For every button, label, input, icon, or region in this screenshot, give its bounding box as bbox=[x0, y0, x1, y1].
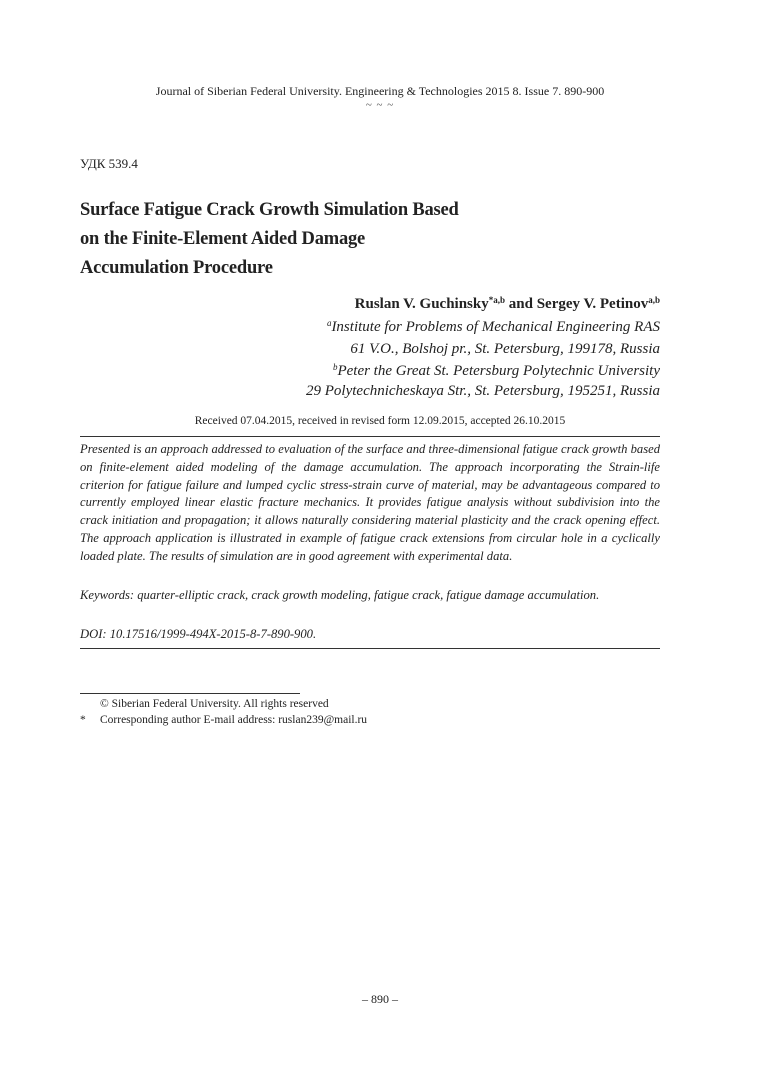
title-line-3: Accumulation Procedure bbox=[80, 258, 273, 278]
affiliation-b-name: Peter the Great St. Petersburg Polytechnic University bbox=[337, 363, 660, 379]
affiliation-b-line-1 bbox=[333, 363, 660, 380]
abstract-top-rule bbox=[80, 436, 660, 437]
keywords: Keywords: quarter-elliptic crack, crack growth modeling, fatigue crack, fatigue damage accumulation. bbox=[80, 588, 600, 602]
abstract-bottom-rule bbox=[80, 648, 660, 649]
corresponding-email: Corresponding author E-mail address: ruslan239@mail.ru bbox=[100, 714, 368, 726]
title-line-2: on the Finite-Element Aided Damage bbox=[80, 229, 366, 249]
footnote-rule bbox=[80, 693, 300, 694]
abstract: Presented is an approach addressed to evaluation of the surface and three-dimensional fatigue crack growth based on finite-element aided modeling of the damage accumulation. The approach incorporating the Strain-life criterion for fatigue failure and lumped cyclic stress-strain curve of material, may be advantageous compared to currently employed linear elastic fracture mechanics. It provides fatigue analysis without subdivision into the crack initiation and propagation; it allows naturally considering material plasticity and the crack opening effect. The approach application is illustrated in example of fatigue crack extensions from circular hole in a cyclically loaded plate. The results of simulation are in good agreement with experimental data. bbox=[80, 442, 660, 563]
title-line-1: Surface Fatigue Crack Growth Simulation Based bbox=[80, 200, 459, 220]
udk-code: УДК 539.4 bbox=[80, 156, 138, 171]
copyright-footnote: © Siberian Federal University. All rights reserved bbox=[100, 698, 329, 710]
affiliation-b-sup: b bbox=[332, 362, 338, 372]
footnote-star: * bbox=[80, 714, 86, 726]
doi: DOI: 10.17516/1999-494X-2015-8-7-890-900. bbox=[80, 627, 317, 641]
affiliation-a-line-2: 61 V.O., Bolshoj pr., St. Petersburg, 199178, Russia bbox=[350, 341, 660, 357]
authors bbox=[355, 296, 660, 313]
author-2-sup: a,b bbox=[648, 295, 660, 305]
author-joiner: and bbox=[505, 296, 537, 312]
affiliation-a-line-1 bbox=[327, 319, 660, 336]
page-number: – 890 – bbox=[362, 992, 398, 1006]
received-dates: Received 07.04.2015, received in revised form 12.09.2015, accepted 26.10.2015 bbox=[194, 415, 566, 427]
paper-title bbox=[80, 196, 600, 283]
header-ornament: ~ ~ ~ bbox=[365, 99, 395, 111]
author-1: Ruslan V. Guchinsky bbox=[354, 296, 489, 312]
affiliation-b-line-2: 29 Polytechnicheskaya Str., St. Petersburg, 195251, Russia bbox=[306, 383, 660, 399]
author-2: Sergey V. Petinov bbox=[536, 296, 649, 312]
affiliation-a-sup: a bbox=[326, 318, 332, 328]
author-1-sup: *a,b bbox=[488, 295, 506, 305]
journal-header: Journal of Siberian Federal University. Engineering & Technologies 2015 8. Issue 7. 890-900 bbox=[155, 84, 605, 98]
corresponding-footnote bbox=[80, 714, 367, 726]
affiliation-a-name: Institute for Problems of Mechanical Engineering RAS bbox=[331, 319, 660, 335]
